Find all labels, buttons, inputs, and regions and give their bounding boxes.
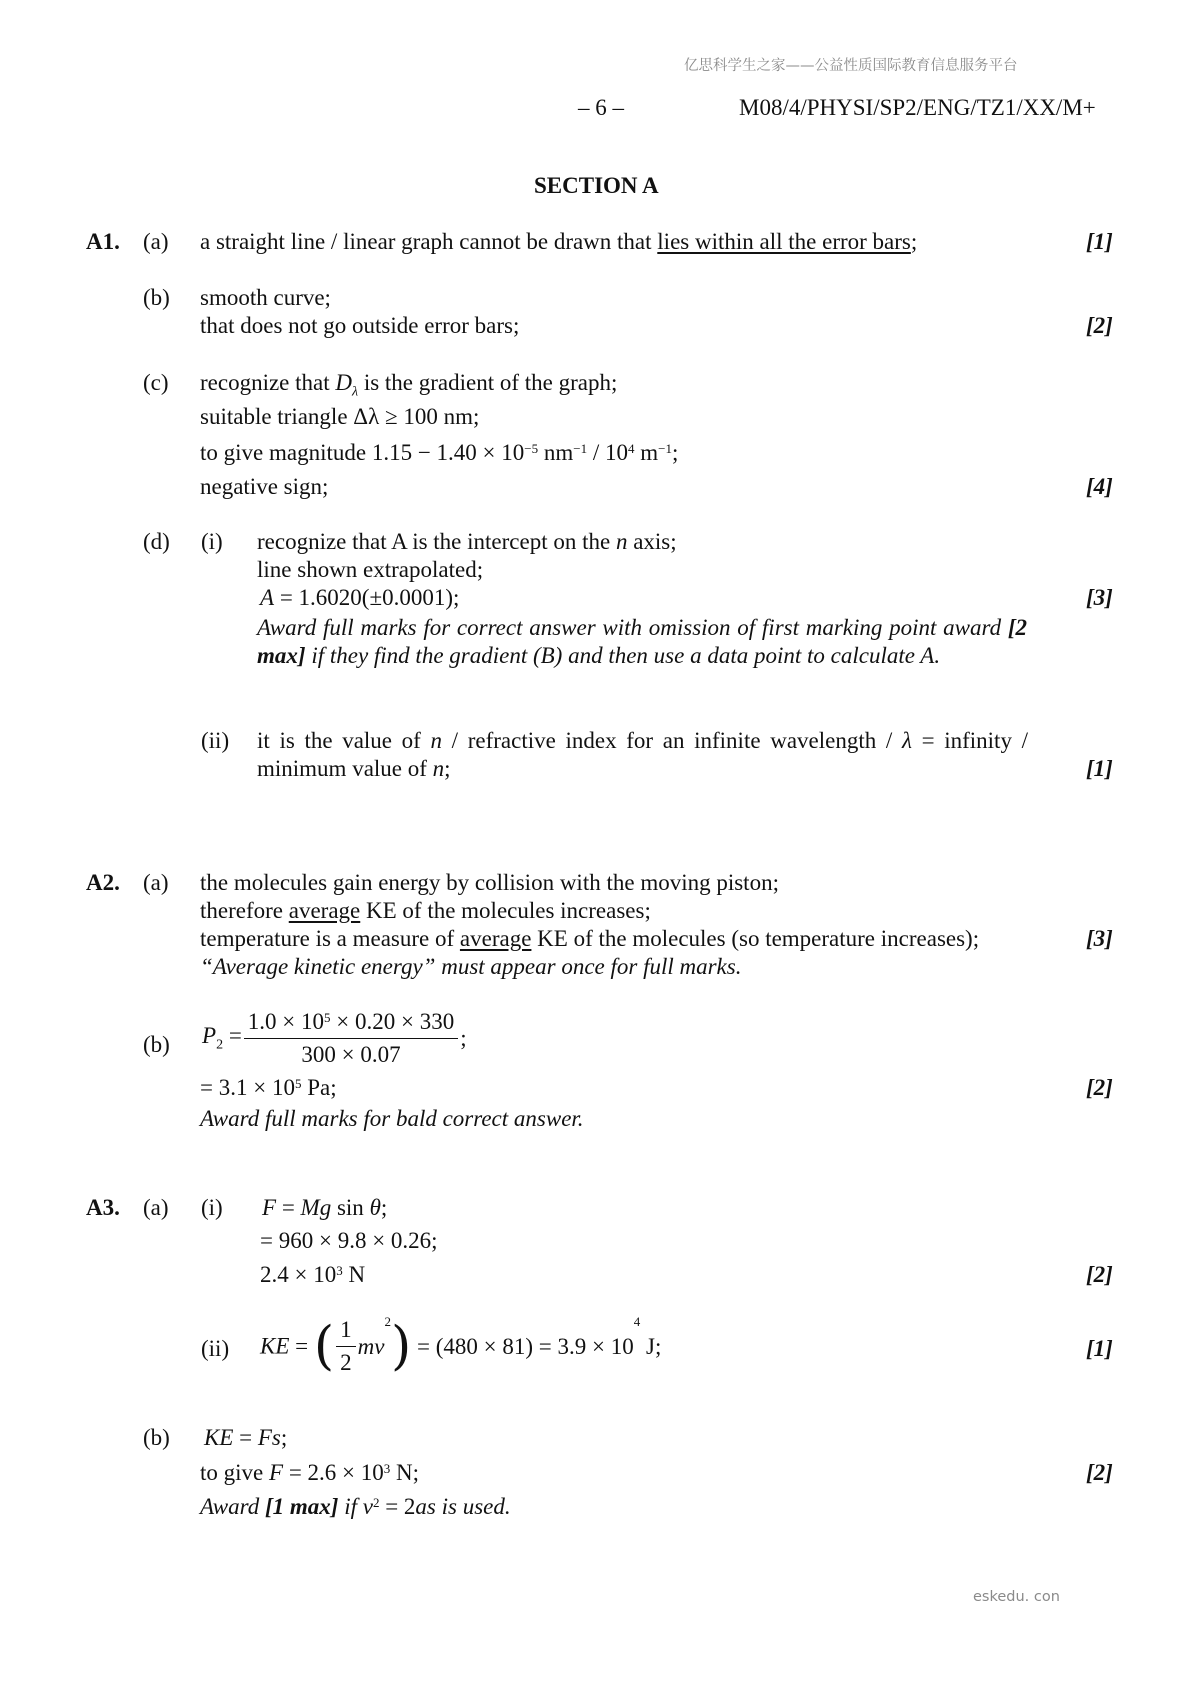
a3ai-F: F — [262, 1195, 277, 1220]
a3b-l2-exp: 3 — [383, 1461, 391, 1476]
a1b-line1: smooth curve; — [200, 285, 331, 310]
mark-a1dii: [1] — [1086, 756, 1113, 781]
a2b-note: Award full marks for bald correct answer. — [200, 1106, 584, 1131]
a1di-note-post: if they find the gradient (B) and then use a data point to calculate A. — [305, 643, 941, 668]
mark-a1a: [1] — [1086, 229, 1113, 254]
a1a-end: ; — [910, 229, 918, 254]
a2a-line1: the molecules gain energy by collision with the moving piston; — [200, 870, 779, 895]
a1dii-lambda: λ — [901, 728, 912, 753]
page-number: – 6 – — [578, 95, 624, 120]
a3aii-rest-pre: = (480 × 81) = 3.9 × 10 — [411, 1333, 634, 1359]
a3ai-line3 — [260, 1261, 365, 1289]
part-label-a1c: (c) — [143, 370, 169, 395]
a3b-note-as: as — [415, 1494, 436, 1519]
a3b-note-post: is used. — [435, 1494, 511, 1519]
a2b-P: P — [202, 1023, 217, 1049]
a2b-result-exp: 5 — [294, 1076, 302, 1091]
a2b-num-post: × 0.20 × 330 — [330, 1009, 455, 1034]
section-title: SECTION A — [534, 173, 659, 198]
a3aii-KE: KE — [260, 1333, 290, 1359]
a2b-result — [200, 1074, 337, 1102]
a3b-note — [200, 1493, 511, 1521]
a2a-l2-post: KE of the molecules increases; — [360, 898, 651, 923]
a3ai-theta: θ — [369, 1195, 381, 1220]
a2a-line3 — [200, 925, 979, 953]
a2a-l2-pre: therefore — [200, 898, 289, 923]
a1dii-l1-post: = infinity / — [911, 728, 1028, 753]
left-paren-icon: ( — [313, 1316, 335, 1377]
a3aii-mv-exp: 2 — [384, 1313, 391, 1329]
a2a-note: “Average kinetic energy” must appear once for full marks. — [200, 954, 742, 979]
a2a-line2 — [200, 897, 651, 925]
a1di-l1-pre: recognize that A is the intercept on the — [257, 529, 616, 554]
subpart-label-a1di: (i) — [201, 529, 223, 554]
a3ai-line2: = 960 × 9.8 × 0.26; — [260, 1228, 438, 1253]
a2b-numerator — [244, 1008, 458, 1039]
a2b-num-pre: 1.0 × 10 — [247, 1009, 325, 1034]
mark-a3ai: [2] — [1086, 1262, 1113, 1287]
watermark-top: 亿思科学生之家——公益性质国际教育信息服务平台 — [684, 58, 1018, 74]
a1dii-line2 — [257, 755, 451, 783]
a1di-l1-post: axis; — [627, 529, 677, 554]
a1di-line1 — [257, 528, 677, 556]
a3aii-half — [336, 1316, 356, 1377]
a3b-note-bold: [1 max] — [264, 1494, 339, 1519]
question-label-a3: A3. — [86, 1195, 120, 1220]
a1c-unit2: m — [634, 440, 659, 465]
a2a-l2-average: average — [288, 898, 361, 923]
a1di-line3 — [260, 584, 459, 612]
a1a-underlined: lies within all the error bars — [657, 229, 911, 254]
part-label-a3a: (a) — [143, 1195, 169, 1220]
a1c-unit1: nm — [538, 440, 574, 465]
a1c-l3-pre: to give magnitude — [200, 440, 372, 465]
a1a-answer — [200, 228, 917, 256]
document-code: M08/4/PHYSI/SP2/ENG/TZ1/XX/M+ — [739, 95, 1096, 120]
a1c-end: ; — [671, 440, 679, 465]
a2b-result-pre: = 3.1 × 10 — [200, 1075, 295, 1100]
a3aii-eq: = — [289, 1333, 309, 1359]
a2a-l3-post: KE of the molecules (so temperature increases); — [531, 926, 980, 951]
a3aii-rest-post: J; — [640, 1333, 662, 1359]
a3aii-mv: mv — [357, 1333, 385, 1359]
part-label-a1d: (d) — [143, 529, 170, 554]
a1di-n: n — [615, 529, 628, 554]
a1c-mid: / 10 — [587, 440, 628, 465]
a3ai-eq: = — [276, 1195, 301, 1220]
a3ai-sin: sin — [331, 1195, 370, 1220]
subpart-label-a3ai: (i) — [201, 1195, 223, 1220]
a2b-result-post: Pa; — [301, 1075, 337, 1100]
a1dii-n2: n — [432, 756, 445, 781]
a1a-text: a straight line / linear graph cannot be drawn that — [200, 229, 658, 254]
a3aii-rest-exp: 4 — [633, 1313, 641, 1329]
a1di-line2: line shown extrapolated; — [257, 557, 484, 582]
a1di-note-pre: Award full marks for correct answer with omission of first marking point award — [257, 615, 1008, 640]
a1dii-l1-pre: it is the value of — [257, 728, 431, 753]
a1c-line4: negative sign; — [200, 474, 329, 499]
a1c-l2-pre: suitable triangle — [200, 404, 354, 429]
a3b-note-exp: 2 — [372, 1495, 380, 1510]
a2b-equation — [202, 1008, 467, 1069]
a1c-l2-math: Δλ ≥ 100 — [353, 404, 438, 429]
a1c-lambda-sub: λ — [352, 384, 359, 400]
mark-a1di: [3] — [1086, 585, 1113, 610]
part-label-a1a: (a) — [143, 229, 169, 254]
a2b-eq: = — [223, 1023, 242, 1049]
mark-a2b: [2] — [1086, 1075, 1113, 1100]
a1c-l1-pre: recognize that — [200, 370, 336, 395]
a1di-note — [257, 614, 1027, 670]
a1c-line1 — [200, 369, 617, 407]
a1dii-l1-mid: / refractive index for an infinite wavelength / — [442, 728, 902, 753]
a2a-l3-pre: temperature is a measure of — [200, 926, 460, 951]
a1c-exp1: −5 — [524, 441, 539, 456]
a3ai-l3-pre: 2.4 × 10 — [260, 1262, 337, 1287]
a1dii-n: n — [430, 728, 443, 753]
a3b-F: F — [269, 1460, 284, 1485]
a1c-line3 — [200, 439, 678, 467]
a3aii-den: 2 — [340, 1350, 352, 1375]
a1b-line2: that does not go outside error bars; — [200, 313, 520, 338]
a3ai-Mg: Mg — [300, 1195, 332, 1220]
a2a-l3-average: average — [459, 926, 532, 951]
a3aii-num: 1 — [336, 1316, 356, 1347]
a3b-note-pre: Award — [200, 1494, 265, 1519]
a3ai-l3-post: N — [342, 1262, 366, 1287]
a1dii-l2-pre: minimum value of — [257, 756, 433, 781]
a1di-value: = 1.6020(±0.0001); — [274, 585, 460, 610]
part-label-a3b: (b) — [143, 1425, 170, 1450]
a3aii-equation — [260, 1313, 662, 1377]
subpart-label-a3aii: (ii) — [201, 1336, 230, 1361]
a2b-sub: 2 — [216, 1037, 224, 1053]
part-label-a1b: (b) — [143, 285, 170, 310]
a3b-note-v: v — [362, 1494, 373, 1519]
a1c-D: D — [335, 370, 352, 395]
watermark-bottom: eskedu. con — [973, 1589, 1060, 1605]
question-label-a1: A1. — [86, 229, 120, 254]
a3b-note-eq: = 2 — [379, 1494, 416, 1519]
a3b-note-mid: if — [338, 1494, 363, 1519]
subpart-label-a1dii: (ii) — [201, 728, 230, 753]
a1di-note-bold: [2 max] — [257, 615, 1027, 668]
a1c-line2 — [200, 403, 479, 431]
mark-a3b: [2] — [1086, 1460, 1113, 1485]
a1c-exp4: −1 — [658, 441, 672, 456]
part-label-a2b: (b) — [143, 1032, 170, 1057]
a1c-l2-post: nm; — [437, 404, 480, 429]
a3ai-line1 — [262, 1194, 387, 1222]
a3b-l2-mid: = 2.6 × 10 — [283, 1460, 384, 1485]
mark-a2a: [3] — [1086, 926, 1113, 951]
a3ai-end: ; — [380, 1195, 388, 1220]
mark-a1c: [4] — [1086, 474, 1113, 499]
a1c-exp2: −1 — [573, 441, 588, 456]
part-label-a2a: (a) — [143, 870, 169, 895]
a3ai-l3-exp: 3 — [336, 1263, 343, 1278]
a2b-fraction — [244, 1008, 458, 1069]
a3b-l2-post: N; — [390, 1460, 420, 1485]
mark-a3aii: [1] — [1086, 1336, 1113, 1361]
mark-a1b: [2] — [1086, 313, 1113, 338]
right-paren-icon: ) — [391, 1316, 412, 1377]
a2b-denominator: 300 × 0.07 — [301, 1042, 401, 1067]
a1c-l3-math: 1.15 − 1.40 × 10 — [371, 440, 525, 465]
a1c-l1-post: is the gradient of the graph; — [358, 370, 618, 395]
a2b-semicolon: ; — [460, 1025, 467, 1051]
a1di-A: A — [260, 585, 275, 610]
a3b-line2 — [200, 1459, 419, 1487]
a3b-eq: = — [233, 1425, 258, 1450]
a3b-KE: KE — [204, 1425, 234, 1450]
a3b-line1 — [204, 1424, 287, 1452]
a3b-end: ; — [280, 1425, 288, 1450]
a1dii-line1 — [257, 727, 1028, 755]
a3b-l2-pre: to give — [200, 1460, 269, 1485]
a3b-Fs: Fs — [257, 1425, 281, 1450]
question-label-a2: A2. — [86, 870, 120, 895]
a1dii-l2-post: ; — [444, 756, 451, 781]
a1c-exp3: 4 — [628, 441, 635, 456]
a2b-num-exp: 5 — [324, 1010, 331, 1025]
